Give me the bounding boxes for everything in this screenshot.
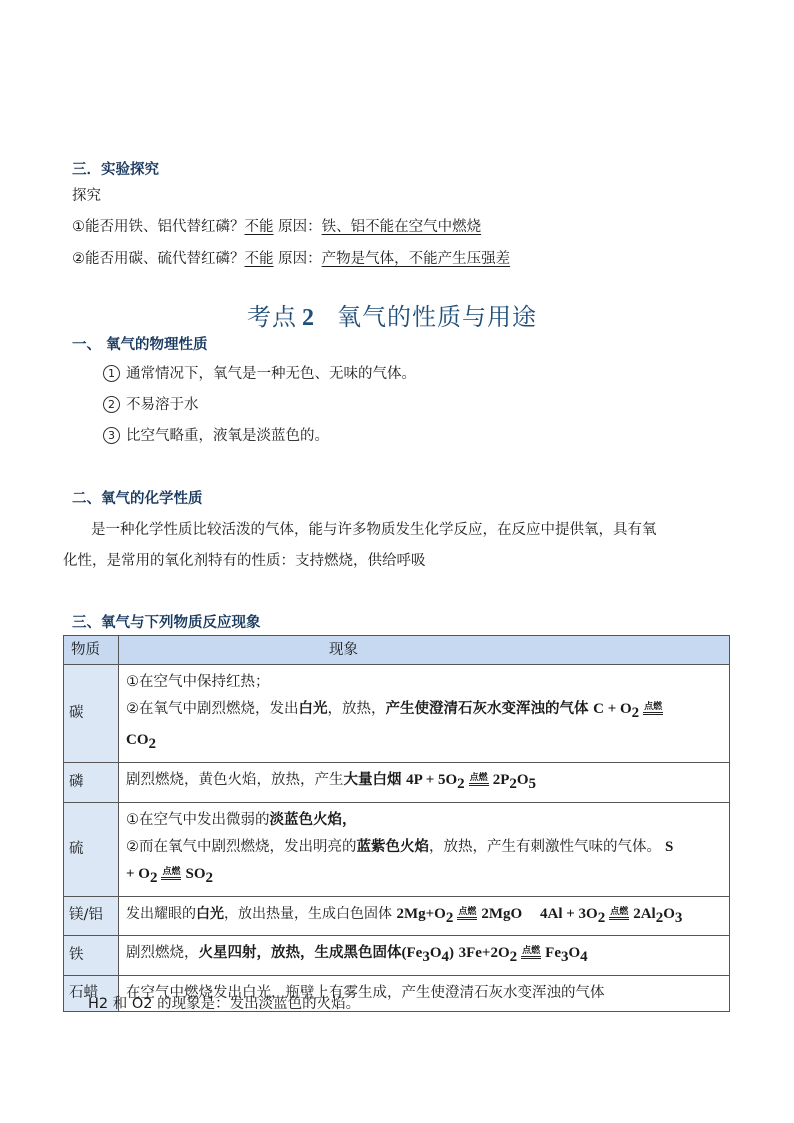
section-heading-physical: 一、 氧气的物理性质 [72,337,208,353]
carbon-line-3: $CO_2$ [126,731,156,752]
text: ，放热，产生有刺激性气味的气体。 [429,838,661,855]
substance-phosphorus: 磷 [64,762,119,802]
text: 剧烈燃烧，黄色火焰，放热，产生 [126,771,344,788]
answer-text: 不能 [244,251,274,267]
substance-wax: 石蜡 [64,976,119,1012]
answer-text: 不能 [244,219,274,235]
reactions-table [63,635,730,1012]
chemical-paragraph-line-1: 是一种化学性质比较活泼的气体，能与许多物质发生化学反应，在反应中提供氧，具有氧 [91,522,657,538]
table-row [64,896,730,936]
text: ②而在氧气中剧烈燃烧，发出明亮的 [126,838,357,855]
equation-1-lhs: 2Mg+O [396,905,446,922]
header-substance: 物质 [64,636,119,665]
physical-item-3 [103,424,329,445]
substance-sulfur: 硫 [64,802,119,896]
carbon-line-2: ②在氧气中剧烈燃烧，发出白光，放热，产生使澄清石灰水变浑浊的气体 $C + O_2$ 点燃 [126,701,663,721]
equation-rhs: Fe [545,945,561,962]
equation-lhs: 4P + 5O [406,771,458,788]
formula-part: O [429,945,442,962]
reason-text: 产物是气体，不能产生压强差 [321,251,511,267]
sulfur-line-1 [126,807,722,834]
section-heading-reactions: 三、氧气与下列物质反应现象 [72,615,261,631]
sulfur-line-2 [126,834,722,861]
phenomenon-sulfur [119,802,730,896]
text: ①在空气中发出微弱的 [126,811,270,828]
text: ，放出热量，生成白色固体 [224,905,392,922]
table-header-row [64,636,730,665]
reason-label: 原因： [273,251,322,267]
text-bold: 淡蓝色火焰 [269,811,342,828]
substance-iron: 铁 [64,936,119,976]
text: ②在氧气中剧烈燃烧，发出 [126,701,299,717]
substance-carbon: 碳 [64,665,119,763]
question-text: ②能否用碳、硫代替红磷？ [72,251,245,267]
phenomenon-phosphorus: 剧烈燃烧，黄色火焰，放热，产生大量白烟 $4P + 5O_2$ 点燃 $2P_2O_5$ [119,762,730,802]
table-row [64,936,730,976]
title-prefix: 考点 [247,303,297,331]
table-row [64,802,730,896]
text-bold: 火星四射，放热，生成黑色固体 [198,945,402,962]
phenomenon-carbon [119,665,730,763]
equation-2-rhs-part: O [663,905,675,922]
phenomenon-wax: 在空气中燃烧发出白光，瓶壁上有雾生成，产生使澄清石灰水变浑浊的气体 [119,976,730,1012]
equation-2-lhs: 4Al + 3O [539,905,598,922]
question-1 [72,215,481,236]
equation-part: S [665,838,674,855]
circled-number-icon: 1 [103,365,120,382]
reason-text: 铁、铝不能在空气中燃烧 [321,219,482,235]
title-number: 2 [302,305,315,331]
table-row [64,762,730,802]
equation-2-rhs: 2Al [633,905,656,922]
sulfur-line-3: + $O_2$ 点燃 $SO_2$ [126,865,213,886]
equation-rhs-part: O [516,771,529,788]
equation-lhs: 3Fe+2O [458,945,510,962]
formula-part: ) [449,945,454,962]
text-bold: 大量白烟 [343,771,402,788]
text: 发出耀眼的 [126,905,196,922]
section-heading-chemical: 二、氧气的化学性质 [72,491,203,507]
title-text: 氧气的性质与用途 [337,303,537,331]
equation-rhs: CO [126,731,149,748]
text-bold: 白光 [298,701,328,717]
carbon-line-1: ①在空气中保持红热； [126,674,270,690]
text: ， [342,811,357,828]
condition-mark: 点燃 [457,908,477,920]
equation-rhs: 2P [492,771,510,788]
condition-mark: 点燃 [643,703,663,715]
section-subheading: 探究 [72,188,101,204]
condition-mark: 点燃 [609,908,629,920]
page-title [247,297,537,332]
substance-mg-al: 镁/铝 [64,896,119,936]
section-heading-experiment: 三．实验探究 [72,162,159,178]
circled-number-icon: 2 [103,396,120,413]
question-text: ①能否用铁、铝代替红磷？ [72,219,245,235]
text-bold: 产生使澄清石灰水变浑浊的气体 [385,701,589,717]
circled-number-icon: 3 [103,427,120,444]
text-bold: 白光 [196,905,224,922]
item-text: 通常情况下，氧气是一种无色、无味的气体。 [126,366,416,382]
condition-mark: 点燃 [469,774,489,786]
footnote: H2 和 O2 的现象是：发出淡蓝色的火焰。 [88,996,361,1012]
physical-item-1 [103,362,416,383]
text-bold: 蓝紫色火焰 [356,838,429,855]
text: ，放热， [327,701,386,717]
table-row [64,665,730,763]
equation-rhs-part: O [568,945,581,962]
question-2 [72,247,510,268]
item-text: 不易溶于水 [126,397,199,413]
condition-mark: 点燃 [161,868,181,880]
phenomenon-iron: 剧烈燃烧，火星四射，放热，生成黑色固体$(Fe_3O_4)$ $3Fe+2O_2$ 点燃 $Fe_3O_4$ [119,936,730,976]
header-phenomenon: 现象 [119,636,730,665]
physical-item-2 [103,393,199,414]
equation-lhs: + O [126,865,150,882]
formula-part: (Fe [401,945,423,962]
chemical-paragraph-line-2: 化性，是常用的氧化剂特有的性质：支持燃烧，供给呼吸 [63,553,426,569]
reason-label: 原因： [273,219,322,235]
item-text: 比空气略重，液氧是淡蓝色的。 [126,428,329,444]
phenomenon-mg-al: 发出耀眼的白光，放出热量，生成白色固体 $2Mg+O_2$ 点燃 2MgO $4Al + 3O_2$ 点燃 $2Al_2O_3$ [119,896,730,936]
equation-1-rhs: 2MgO [481,905,523,922]
equation-rhs: SO [185,865,206,882]
text: 剧烈燃烧， [126,945,199,962]
equation-lhs: C + O [593,701,632,717]
condition-mark: 点燃 [521,947,541,959]
